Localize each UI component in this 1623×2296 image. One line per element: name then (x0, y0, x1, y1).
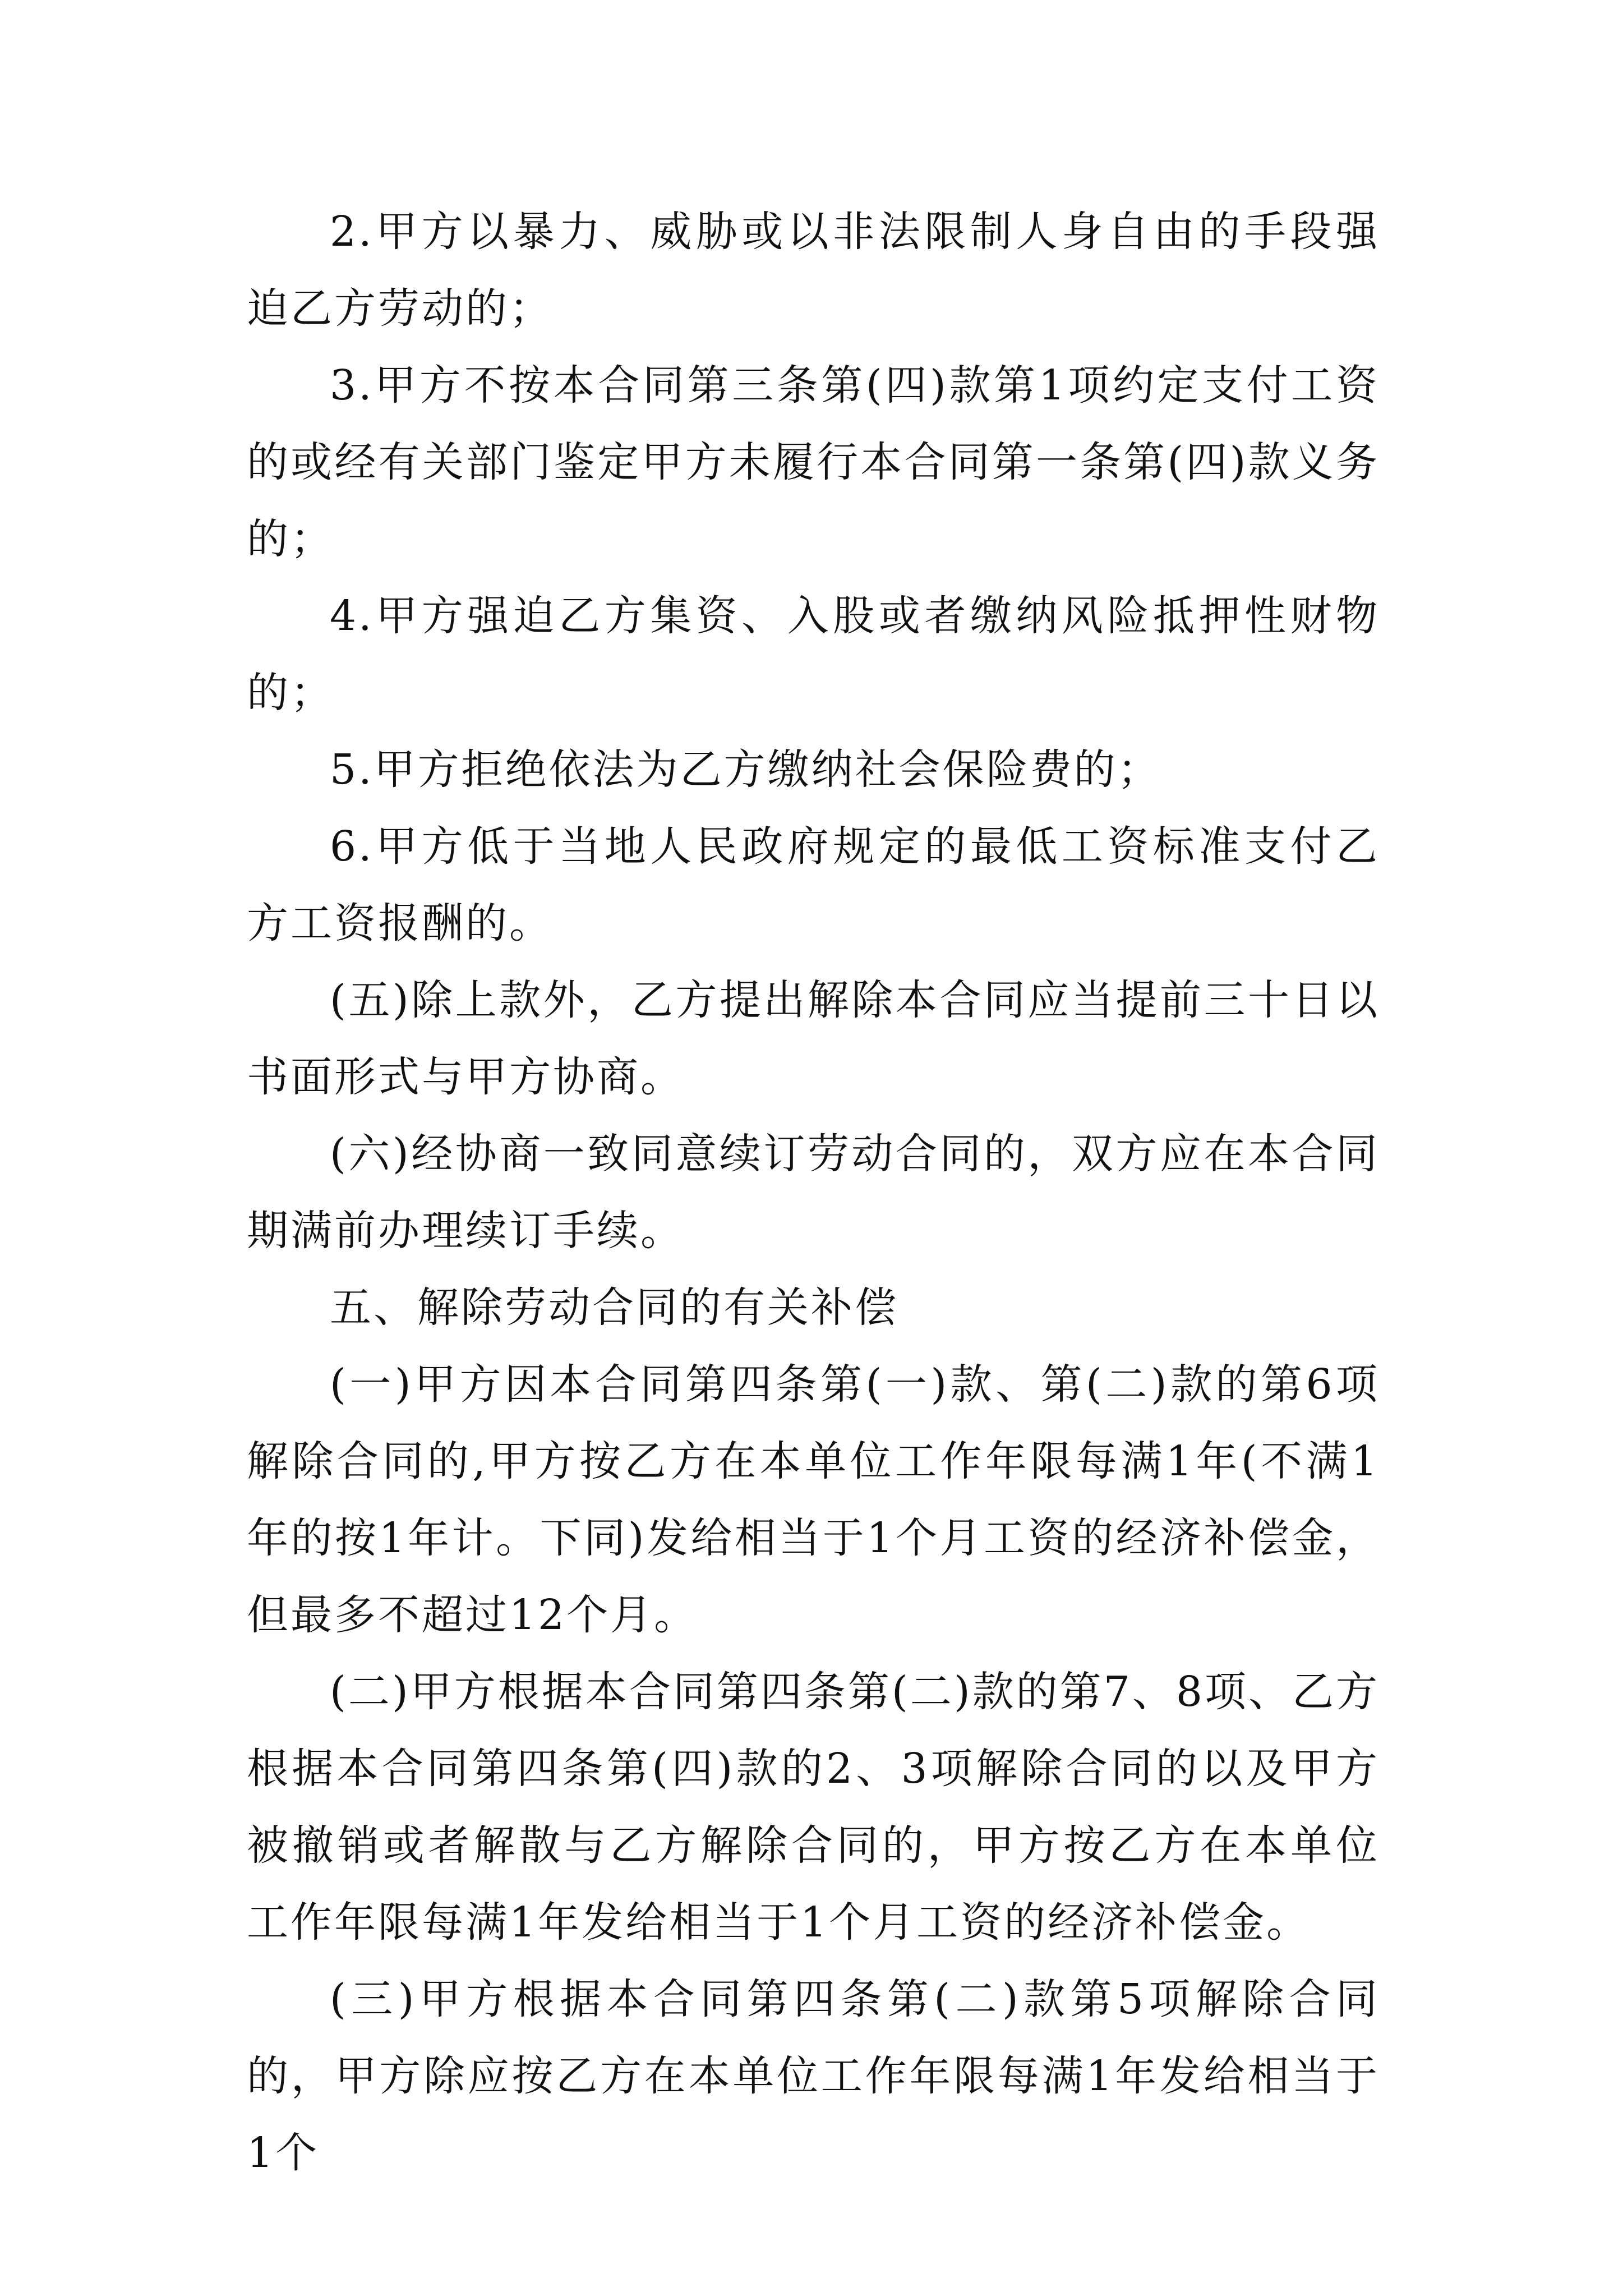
paragraph-item-5: 5.甲方拒绝依法为乙方缴纳社会保险费的； (330, 746, 1161, 794)
section-heading-compensation: 五、解除劳动合同的有关补偿 (330, 1283, 898, 1332)
document-body (247, 194, 1380, 2192)
paragraph-compensation-3: (三)甲方根据本合同第四条第(二)款第5项解除合同的，甲方除应按乙方在本单位工作年限每满1年发给相当于1个 (247, 1975, 1380, 2177)
paragraph-item-4: 4.甲方强迫乙方集资、入股或者缴纳风险抵押性财物的； (247, 592, 1380, 717)
paragraph-item-2: 2.甲方以暴力、威胁或以非法限制人身自由的手段强迫乙方劳动的； (247, 208, 1380, 333)
paragraph-clause-6: (六)经协商一致同意续订劳动合同的，双方应在本合同期满前办理续订手续。 (247, 1130, 1380, 1255)
paragraph-clause-5: (五)除上款外，乙方提出解除本合同应当提前三十日以书面形式与甲方协商。 (247, 976, 1380, 1101)
paragraph-item-3: 3.甲方不按本合同第三条第(四)款第1项约定支付工资的或经有关部门鉴定甲方未履行本合同第一条第(四)款义务的； (247, 361, 1380, 563)
paragraph-compensation-1: (一)甲方因本合同第四条第(一)款、第(二)款的第6项解除合同的,甲方按乙方在本单位工作年限每满1年(不满1年的按1年计。下同)发给相当于1个月工资的经济补偿金，但最多不超过12个月。 (247, 1360, 1380, 1639)
paragraph-compensation-2: (二)甲方根据本合同第四条第(二)款的第7、8项、乙方根据本合同第四条第(四)款的2、3项解除合同的以及甲方被撤销或者解散与乙方解除合同的，甲方按乙方在本单位工作年限每满1年发给相当于1个月工资的经济补偿金。 (247, 1668, 1380, 1947)
paragraph-item-6: 6.甲方低于当地人民政府规定的最低工资标准支付乙方工资报酬的。 (247, 822, 1380, 947)
